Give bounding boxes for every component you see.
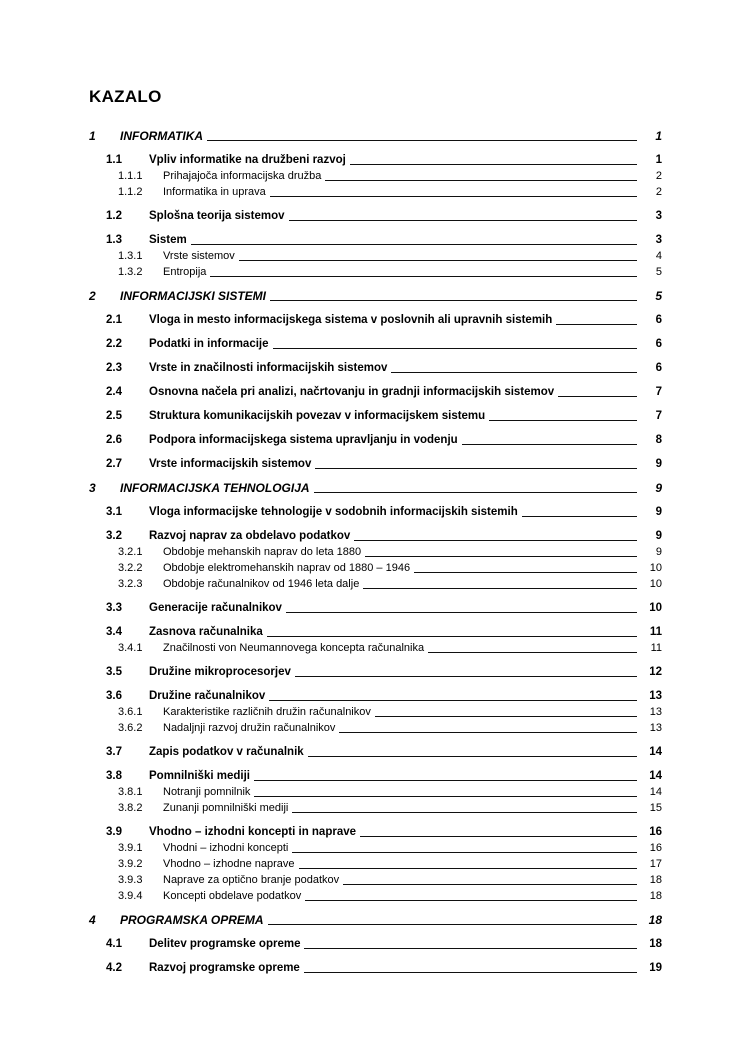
leader-line [304, 960, 637, 973]
toc-entry-page: 10 [649, 578, 662, 590]
toc-entry-number: 3.2 [106, 530, 122, 542]
leader-line [268, 912, 637, 925]
toc-entry-page: 16 [649, 842, 662, 854]
leader-line [414, 560, 637, 573]
toc-entry-3-9-4[interactable] [89, 888, 662, 904]
toc-entry-title: Zunanji pomnilniški mediji [163, 802, 289, 814]
toc-entry-number: 1.1.2 [118, 186, 143, 198]
toc-entry-page: 3 [655, 210, 662, 222]
toc-entry-number: 1.3 [106, 234, 122, 246]
toc-entry-page: 17 [649, 858, 662, 870]
leader-line [339, 720, 637, 733]
leader-line [239, 248, 637, 261]
toc-entry-number: 1.2 [106, 210, 122, 222]
toc-entry-page: 19 [649, 962, 662, 974]
toc-entry-page: 9 [655, 546, 662, 558]
toc-entry-title: Nadaljnji razvoj družin računalnikov [163, 722, 336, 734]
toc-entry-3-7[interactable] [89, 744, 662, 760]
leader-line [254, 768, 637, 781]
toc-entry-3-2[interactable] [89, 528, 662, 544]
toc-entry-page: 2 [655, 186, 662, 198]
toc-entry-2-4[interactable] [89, 384, 662, 400]
toc-entry-number: 2 [89, 289, 96, 303]
toc-entry-3-8[interactable] [89, 768, 662, 784]
leader-line [286, 600, 637, 613]
toc-entry-title: Entropija [163, 266, 207, 278]
toc-entry-page: 1 [655, 154, 662, 166]
toc-entry-page: 8 [655, 434, 662, 446]
toc-entry-3-2-3[interactable] [89, 576, 662, 592]
toc-entry-page: 7 [655, 410, 662, 422]
toc-entry-number: 3.2.1 [118, 546, 143, 558]
toc-entry-title: Notranji pomnilnik [163, 786, 251, 798]
toc-entry-title: Vhodni – izhodni koncepti [163, 842, 289, 854]
toc-entry-page: 9 [655, 506, 662, 518]
toc-entry-4-1[interactable] [89, 936, 662, 952]
toc-entry-number: 2.6 [106, 434, 122, 446]
toc-entry-title: Značilnosti von Neumannovega koncepta računalnika [163, 642, 425, 654]
toc-entry-title: Zapis podatkov v računalnik [149, 746, 304, 758]
toc-entry-number: 3.2.2 [118, 562, 143, 574]
leader-line [522, 504, 637, 517]
leader-line [273, 336, 638, 349]
toc-entry-3-4[interactable] [89, 624, 662, 640]
toc-entry-title: Vloga informacijske tehnologije v sodobnih informacijskih sistemih [149, 506, 518, 518]
toc-entry-title: Podatki in informacije [149, 338, 269, 350]
toc-entry-page: 13 [649, 690, 662, 702]
toc-entry-page: 6 [655, 362, 662, 374]
toc-entry-2-1[interactable] [89, 312, 662, 328]
toc-entry-title: Zasnova računalnika [149, 626, 263, 638]
leader-line [308, 744, 637, 757]
toc-entry-page: 14 [649, 770, 662, 782]
leader-line [270, 288, 637, 301]
toc-entry-number: 3.9.4 [118, 890, 143, 902]
toc-entry-3-6-1[interactable] [89, 704, 662, 720]
leader-line [254, 784, 637, 797]
toc-entry-page: 18 [648, 913, 662, 927]
toc-entry-3-9[interactable] [89, 824, 662, 840]
toc-entry-number: 3 [89, 481, 96, 495]
toc-entry-number: 1.1.1 [118, 170, 143, 182]
toc-entry-title: Vrste informacijskih sistemov [149, 458, 312, 470]
toc-entry-number: 2.7 [106, 458, 122, 470]
leader-line [365, 544, 637, 557]
leader-line [295, 664, 637, 677]
toc-entry-number: 4.1 [106, 938, 122, 950]
toc-entry-1-3-1[interactable] [89, 248, 662, 264]
toc-entry-3-6-2[interactable] [89, 720, 662, 736]
toc-entry-number: 1.1 [106, 154, 122, 166]
toc-entry-page: 13 [649, 706, 662, 718]
toc-entry-page: 13 [649, 722, 662, 734]
toc-entry-1-2[interactable] [89, 208, 662, 224]
toc-entry-2-5[interactable] [89, 408, 662, 424]
toc-entry-page: 14 [649, 786, 662, 798]
toc-entry-3-5[interactable] [89, 664, 662, 680]
leader-line [267, 624, 637, 637]
leader-line [315, 456, 637, 469]
toc-entry-1-3-2[interactable] [89, 264, 662, 280]
toc-entry-number: 2.1 [106, 314, 122, 326]
leader-line [299, 856, 638, 869]
toc-entry-page: 10 [649, 562, 662, 574]
toc-entry-2-6[interactable] [89, 432, 662, 448]
toc-entry-number: 3.1 [106, 506, 122, 518]
toc-entry-number: 3.2.3 [118, 578, 143, 590]
toc-entry-title: Vhodno – izhodni koncepti in naprave [149, 826, 357, 838]
toc-entry-title: Struktura komunikacijskih povezav v informacijskem sistemu [149, 410, 486, 422]
toc-entry-3-6[interactable] [89, 688, 662, 704]
toc-entry-title: Koncepti obdelave podatkov [163, 890, 302, 902]
toc-entry-page: 4 [655, 250, 662, 262]
leader-line [305, 888, 637, 901]
toc-entry-title: INFORMATIKA [120, 129, 204, 143]
leader-line [325, 168, 637, 181]
page-title: KAZALO [89, 87, 162, 106]
toc-entry-2-3[interactable] [89, 360, 662, 376]
toc-entry-title: Vloga in mesto informacijskega sistema v poslovnih ali upravnih sistemih [149, 314, 553, 326]
leader-line [350, 152, 637, 165]
toc-entry-page: 5 [655, 289, 662, 303]
toc-entry-3-3[interactable] [89, 600, 662, 616]
toc-entry-page: 18 [649, 938, 662, 950]
toc-entry-title: Naprave za optično branje podatkov [163, 874, 340, 886]
toc-entry-4-2[interactable] [89, 960, 662, 976]
toc-entry-number: 3.3 [106, 602, 122, 614]
toc-entry-title: PROGRAMSKA OPREMA [120, 913, 264, 927]
toc-entry-page: 16 [649, 826, 662, 838]
toc-entry-3-1[interactable] [89, 504, 662, 520]
toc-entry-title: Vpliv informatike na družbeni razvoj [149, 154, 346, 166]
toc-entry-title: Razvoj programske opreme [149, 962, 300, 974]
toc-entry-page: 1 [655, 129, 662, 143]
table-of-contents [89, 128, 662, 976]
toc-entry-title: Družine računalnikov [149, 690, 266, 702]
leader-line [363, 576, 637, 589]
leader-line [343, 872, 637, 885]
leader-line [360, 824, 637, 837]
toc-entry-number: 3.6 [106, 690, 122, 702]
toc-entry-page: 11 [649, 626, 662, 638]
leader-line [489, 408, 637, 421]
leader-line [289, 208, 638, 221]
toc-entry-number: 1.3.1 [118, 250, 143, 262]
toc-entry-title: Pomnilniški mediji [149, 770, 250, 782]
toc-entry-title: Prihajajoča informacijska družba [163, 170, 322, 182]
toc-entry-number: 3.9 [106, 826, 122, 838]
toc-entry-3-2-2[interactable] [89, 560, 662, 576]
toc-entry-page: 18 [649, 890, 662, 902]
toc-entry-number: 3.8.2 [118, 802, 143, 814]
leader-line [292, 800, 637, 813]
toc-entry-2-2[interactable] [89, 336, 662, 352]
toc-entry-3-2-1[interactable] [89, 544, 662, 560]
toc-entry-3-4-1[interactable] [89, 640, 662, 656]
toc-entry-number: 4 [89, 913, 96, 927]
leader-line [210, 264, 637, 277]
leader-line [270, 184, 637, 197]
toc-entry-title: Informatika in uprava [163, 186, 266, 198]
toc-entry-page: 10 [649, 602, 662, 614]
toc-entry-number: 2.5 [106, 410, 122, 422]
toc-entry-page: 6 [655, 314, 662, 326]
toc-entry-number: 3.6.2 [118, 722, 143, 734]
toc-entry-number: 1 [89, 129, 96, 143]
toc-entry-page: 7 [655, 386, 662, 398]
toc-entry-number: 4.2 [106, 962, 122, 974]
toc-entry-number: 3.6.1 [118, 706, 143, 718]
toc-entry-1[interactable] [89, 128, 662, 144]
toc-entry-1-3[interactable] [89, 232, 662, 248]
toc-entry-page: 15 [649, 802, 662, 814]
toc-entry-number: 3.9.1 [118, 842, 143, 854]
toc-entry-number: 3.9.2 [118, 858, 143, 870]
toc-entry-4[interactable] [89, 912, 662, 928]
leader-line [375, 704, 637, 717]
toc-entry-page: 9 [655, 481, 662, 495]
toc-entry-3-9-2[interactable] [89, 856, 662, 872]
toc-entry-number: 3.4.1 [118, 642, 143, 654]
toc-entry-title: Obdobje elektromehanskih naprav od 1880 – 1946 [163, 562, 411, 574]
toc-entry-number: 2.3 [106, 362, 122, 374]
toc-entry-number: 3.4 [106, 626, 122, 638]
toc-entry-title: Razvoj naprav za obdelavo podatkov [149, 530, 351, 542]
leader-line [269, 688, 637, 701]
toc-entry-page: 9 [655, 530, 662, 542]
toc-entry-3-8-1[interactable] [89, 784, 662, 800]
toc-entry-page: 12 [649, 666, 662, 678]
toc-entry-number: 1.3.2 [118, 266, 143, 278]
leader-line [428, 640, 637, 653]
toc-entry-page: 5 [655, 266, 662, 278]
toc-entry-title: Vhodno – izhodne naprave [163, 858, 295, 870]
toc-entry-page: 6 [655, 338, 662, 350]
toc-entry-2[interactable] [89, 288, 662, 304]
toc-entry-number: 3.8.1 [118, 786, 143, 798]
toc-entry-page: 9 [655, 458, 662, 470]
leader-line [391, 360, 637, 373]
toc-entry-1-1[interactable] [89, 152, 662, 168]
toc-entry-3-8-2[interactable] [89, 800, 662, 816]
toc-entry-number: 3.8 [106, 770, 122, 782]
leader-line [292, 840, 637, 853]
toc-entry-3-9-3[interactable] [89, 872, 662, 888]
toc-entry-title: Karakteristike različnih družin računalnikov [163, 706, 371, 718]
toc-entry-3-9-1[interactable] [89, 840, 662, 856]
toc-entry-number: 3.7 [106, 746, 122, 758]
toc-entry-page: 18 [649, 874, 662, 886]
toc-entry-page: 11 [650, 642, 662, 654]
toc-entry-page: 14 [649, 746, 662, 758]
toc-entry-title: Splošna teorija sistemov [149, 210, 285, 222]
leader-line [556, 312, 637, 325]
leader-line [304, 936, 637, 949]
toc-entry-number: 2.4 [106, 386, 122, 398]
toc-entry-title: Podpora informacijskega sistema upravljanju in vodenju [149, 434, 458, 446]
toc-entry-title: Vrste sistemov [163, 250, 235, 262]
toc-entry-title: Obdobje računalnikov od 1946 leta dalje [163, 578, 360, 590]
toc-entry-title: Generacije računalnikov [149, 602, 282, 614]
toc-entry-number: 3.9.3 [118, 874, 143, 886]
toc-entry-number: 3.5 [106, 666, 122, 678]
toc-entry-3[interactable] [89, 480, 662, 496]
toc-entry-title: Delitev programske opreme [149, 938, 301, 950]
leader-line [354, 528, 637, 541]
leader-line [558, 384, 637, 397]
leader-line [462, 432, 637, 445]
toc-entry-title: Družine mikroprocesorjev [149, 666, 291, 678]
toc-entry-title: Osnovna načela pri analizi, načrtovanju in gradnji informacijskih sistemov [149, 386, 555, 398]
toc-entry-title: Obdobje mehanskih naprav do leta 1880 [163, 546, 362, 558]
toc-entry-1-1-2[interactable] [89, 184, 662, 200]
toc-entry-1-1-1[interactable] [89, 168, 662, 184]
toc-entry-page: 3 [655, 234, 662, 246]
toc-entry-page: 2 [655, 170, 662, 182]
toc-entry-title: Vrste in značilnosti informacijskih sistemov [149, 362, 388, 374]
toc-entry-number: 2.2 [106, 338, 122, 350]
toc-entry-title: Sistem [149, 234, 187, 246]
leader-line [191, 232, 637, 245]
leader-line [207, 128, 637, 141]
toc-entry-title: INFORMACIJSKA TEHNOLOGIJA [120, 481, 310, 495]
toc-entry-2-7[interactable] [89, 456, 662, 472]
leader-line [314, 480, 637, 493]
toc-entry-title: INFORMACIJSKI SISTEMI [120, 289, 267, 303]
